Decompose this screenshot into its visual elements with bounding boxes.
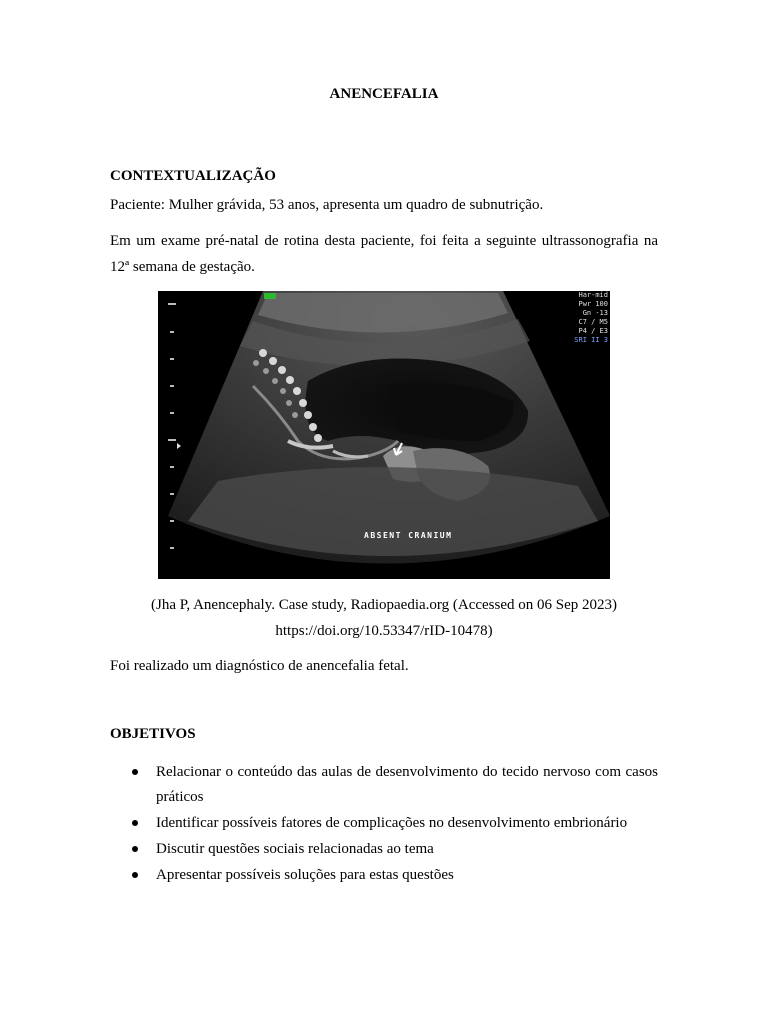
absent-cranium-label: ABSENT CRANIUM	[364, 531, 453, 540]
patient-paragraph: Paciente: Mulher grávida, 53 anos, apresenta um quadro de subnutrição.	[110, 197, 544, 213]
ultrasound-settings	[574, 291, 608, 345]
bullet-icon	[132, 872, 138, 878]
list-item	[130, 811, 658, 836]
objectives-list	[130, 760, 658, 889]
setting-line: Pwr 100	[578, 300, 608, 308]
diagnosis-paragraph: Foi realizado um diagnóstico de anencefalia fetal.	[110, 658, 409, 674]
list-item	[130, 863, 658, 888]
objective-text: Relacionar o conteúdo das aulas de desenvolvimento do tecido nervoso com casos práticos	[156, 764, 658, 805]
setting-line: Har-mid	[578, 291, 608, 299]
bullet-icon	[132, 846, 138, 852]
setting-line: C7 / M5	[578, 318, 608, 326]
objective-text: Discutir questões sociais relacionadas ao tema	[156, 841, 434, 857]
objectives-heading: OBJETIVOS	[110, 726, 196, 742]
image-caption-line1: (Jha P, Anencephaly. Case study, Radiopaedia.org (Accessed on 06 Sep 2023)	[150, 597, 617, 613]
list-item	[130, 760, 658, 810]
exam-paragraph: Em um exame pré-natal de rotina desta paciente, foi feita a seguinte ultrassonografia na 12ª semana de gestação.	[110, 233, 658, 275]
bullet-icon	[132, 769, 138, 775]
context-heading: CONTEXTUALIZAÇÃO	[110, 168, 276, 184]
objective-text: Apresentar possíveis soluções para estas questões	[156, 867, 454, 883]
ultrasound-image	[158, 291, 610, 579]
image-caption-line2: https://doi.org/10.53347/rID-10478)	[275, 623, 493, 639]
objective-text: Identificar possíveis fatores de complicações no desenvolvimento embrionário	[156, 815, 628, 831]
setting-line: P4 / E3	[578, 327, 608, 335]
setting-line: SRI II 3	[574, 336, 608, 344]
document-title: ANENCEFALIA	[329, 86, 439, 102]
list-item	[130, 837, 658, 862]
setting-line: Gn -13	[582, 309, 608, 317]
bullet-icon	[132, 820, 138, 826]
